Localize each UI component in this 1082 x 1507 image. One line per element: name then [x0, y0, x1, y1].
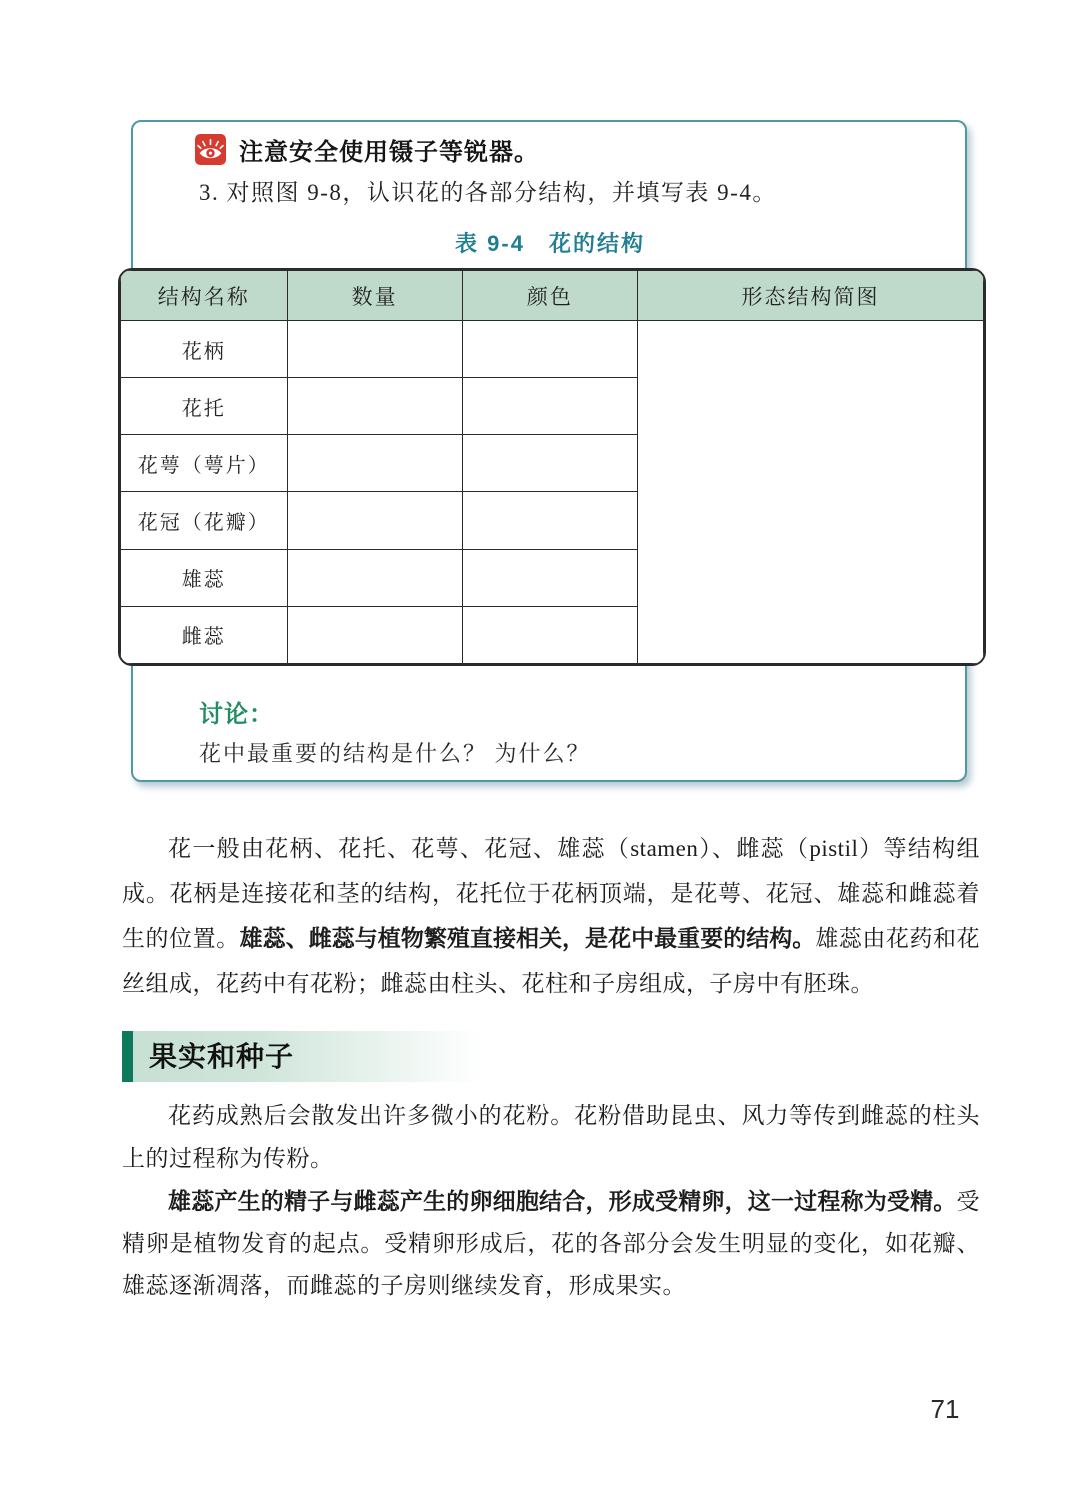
sketch-merged-cell: [637, 321, 983, 664]
blank-cell: [287, 321, 462, 378]
table-header-row: [121, 271, 984, 321]
blank-cell: [462, 378, 637, 435]
column-header-color: 颜色: [462, 271, 637, 321]
blank-cell: [462, 606, 637, 663]
paragraph-pollination: 花药成熟后会散发出许多微小的花粉。花粉借助昆虫、风力等传到雌蕊的柱头上的过程称为传粉。: [122, 1103, 980, 1171]
activity-step-3: 3. 对照图 9-8，认识花的各部分结构，并填写表 9-4。: [199, 180, 777, 205]
row-label-calyx: 花萼（萼片）: [121, 435, 288, 492]
column-header-quantity: 数量: [287, 271, 462, 321]
blank-cell: [287, 378, 462, 435]
column-header-structure-name: 结构名称: [121, 271, 288, 321]
table-row: [121, 321, 984, 378]
blank-cell: [287, 492, 462, 549]
discussion-question: 花中最重要的结构是什么？ 为什么？: [199, 741, 591, 766]
section-title: 果实和种子: [149, 1041, 295, 1072]
blank-cell: [462, 492, 637, 549]
row-label-pistil: 雌蕊: [121, 606, 288, 663]
safety-eye-icon: [195, 134, 226, 165]
discussion-label: 讨论：: [199, 701, 274, 728]
blank-cell: [287, 435, 462, 492]
blank-cell: [462, 435, 637, 492]
page-number: 71: [930, 1394, 960, 1424]
row-label-stamen: 雄蕊: [121, 549, 288, 606]
blank-cell: [287, 606, 462, 663]
blank-cell: [462, 321, 637, 378]
table-caption: 表 9-4 花的结构: [455, 231, 645, 256]
row-label-receptacle: 花托: [121, 378, 288, 435]
column-header-sketch: 形态结构简图: [637, 271, 983, 321]
row-label-corolla: 花冠（花瓣）: [121, 492, 288, 549]
paragraph-fertilization: 雄蕊产生的精子与雌蕊产生的卵细胞结合，形成受精卵，这一过程称为受精。受精卵是植物发育的起点。受精卵形成后，花的各部分会发生明显的变化，如花瓣、雄蕊逐渐凋落，而雌蕊的子房则继续发育，形成果实。: [122, 1188, 980, 1298]
section-header-fruit-and-seeds: [122, 1031, 514, 1082]
row-label-pedicel: 花柄: [121, 321, 288, 378]
safety-warning-text: 注意安全使用镊子等锐器。: [239, 139, 539, 166]
blank-cell: [462, 549, 637, 606]
paragraph-flower-structure: 花一般由花柄、花托、花萼、花冠、雄蕊（stamen）、雌蕊（pistil）等结构组成。花柄是连接花和茎的结构，花托位于花柄顶端，是花萼、花冠、雄蕊和雌蕊着生的位置。雄蕊、雌蕊与植物繁殖直接相关，是花中最重要的结构。雄蕊由花药和花丝组成，花药中有花粉；雌蕊由柱头、花柱和子房组成，子房中有胚珠。: [122, 836, 981, 996]
safety-warning-row: [195, 132, 539, 167]
section-accent-bar: [122, 1031, 133, 1082]
flower-structure-table: [118, 268, 986, 666]
blank-cell: [287, 549, 462, 606]
